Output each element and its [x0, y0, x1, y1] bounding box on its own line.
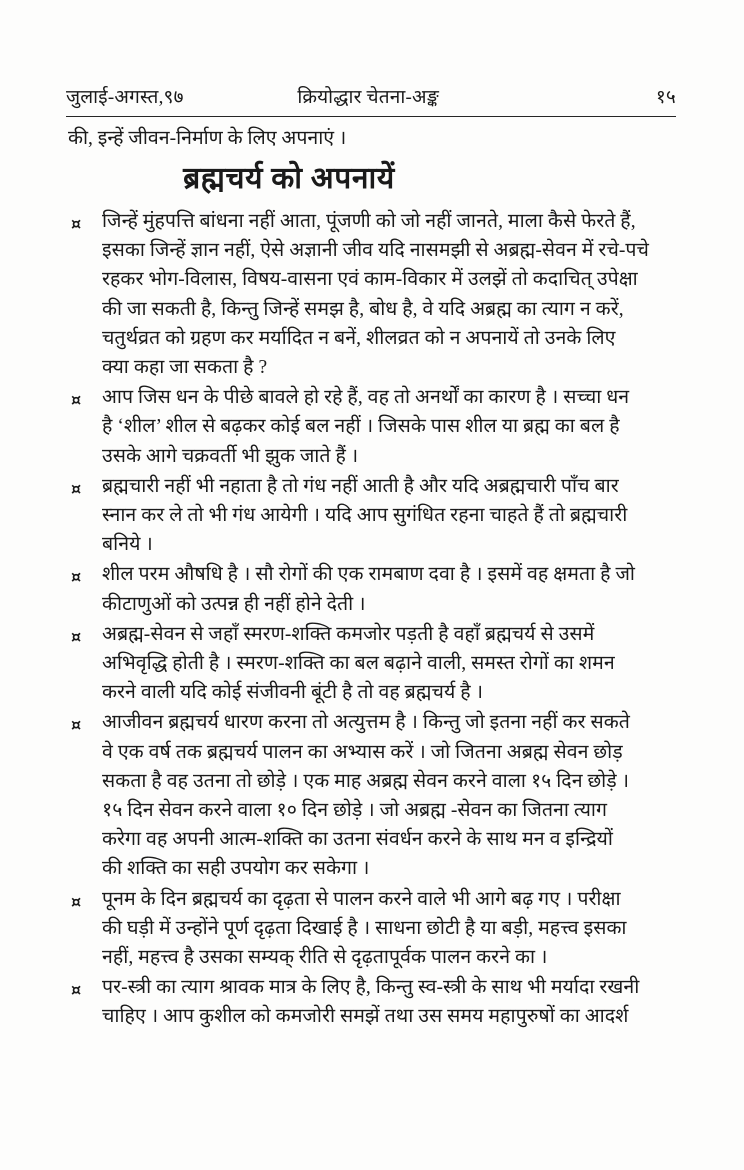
paragraph-text — [102, 885, 680, 973]
bullet-marker-icon: ¤ — [71, 980, 82, 1000]
text-line: अभिवृद्धि होती है । स्मरण-शक्ति का बल बढ़ाने वाली, समस्त रोगों का शमन — [102, 653, 615, 675]
text-line: वे एक वर्ष तक ब्रह्मचर्य पालन का अभ्यास करें । जो जितना अब्रह्म सेवन छोड़ — [102, 741, 623, 763]
text-line: नहीं, महत्त्व है उसका सम्यक् रीति से दृढ़तापूर्वक पालन करने का । — [102, 947, 548, 969]
text-line: क्या कहा जा सकता है ? — [102, 357, 268, 379]
running-head — [66, 84, 676, 110]
text-line: आजीवन ब्रह्मचर्य धारण करना तो अत्युत्तम है । किन्तु जो इतना नहीं कर सकते — [102, 712, 630, 734]
list-item — [66, 383, 680, 471]
page-number: १५ — [655, 87, 676, 108]
text-line: जिन्हें मुंहपत्ति बांधना नहीं आता, पूंजणी को जो नहीं जानते, माला कैसे फेरते हैं, — [102, 211, 636, 232]
text-line: कीटाणुओं को उत्पन्न ही नहीं होने देती । — [102, 593, 366, 615]
running-head-issue-date: जुलाई-अगस्त,९७ — [66, 87, 184, 108]
text-line: १५ दिन सेवन करने वाला १० दिन छोड़े । जो अब्रह्म -सेवन का जितना त्याग — [102, 800, 608, 822]
text-line: की घड़ी में उन्होंने पूर्ण दृढ़ता दिखाई है । साधना छोटी है या बड़ी, महत्त्व इसका — [102, 917, 627, 939]
page-title: ब्रह्मचर्य को अपनायें — [183, 162, 395, 195]
text-line: रहकर भोग-विलास, विषय-वासना एवं काम-विकार में उलझें तो कदाचित् उपेक्षा — [102, 269, 638, 291]
list-item — [66, 207, 680, 382]
list-item — [66, 973, 680, 1031]
text-line: आप जिस धन के पीछे बावले हो रहे हैं, वह तो अनर्थों का कारण है । सच्चा धन — [102, 387, 630, 409]
list-item — [66, 885, 680, 973]
text-line: करेगा वह अपनी आत्म-शक्ति का उतना संवर्धन करने के साथ मन व इन्द्रियों — [102, 829, 613, 851]
continuation-line: की, इन्हें जीवन-निर्माण के लिए अपनाएं । — [68, 128, 347, 149]
text-line: है ‘शील’ शील से बढ़कर कोई बल नहीं । जिसके पास शील या ब्रह्म का बल है — [102, 416, 620, 438]
text-line: बनिये । — [102, 534, 153, 556]
text-line: स्नान कर ले तो भी गंध आयेगी । यदि आप सुगंधित रहना चाहते हैं तो ब्रह्मचारी — [102, 505, 628, 527]
running-head-publication-title: क्रियोद्धार चेतना-अङ्क — [297, 87, 439, 108]
text-line: पूनम के दिन ब्रह्मचर्य का दृढ़ता से पालन करने वाले भी आगे बढ़ गए । परीक्षा — [102, 888, 621, 910]
paragraph-text — [102, 383, 680, 471]
page-body — [66, 124, 680, 1033]
bullet-marker-icon: ¤ — [71, 214, 82, 233]
list-item — [66, 472, 680, 560]
text-line: उसके आगे चक्रवर्ती भी झुक जाते हैं । — [102, 445, 359, 467]
bullet-list — [66, 207, 680, 1032]
paragraph-text — [102, 973, 680, 1031]
bullet-marker-icon: ¤ — [71, 390, 82, 410]
text-line: पर-स्त्री का त्याग श्रावक मात्र के लिए है, किन्तु स्व-स्त्री के साथ भी मर्यादा रखनी — [102, 977, 640, 999]
bullet-marker-icon: ¤ — [71, 626, 82, 646]
paragraph-text — [102, 708, 680, 883]
text-line: अब्रह्म-सेवन से जहाँ स्मरण-शक्ति कमजोर पड़ती है वहाँ ब्रह्मचर्य से उसमें — [102, 623, 595, 645]
text-line: करने वाली यदि कोई संजीवनी बूंटी है तो वह ब्रह्मचर्य है । — [102, 682, 484, 704]
text-line: की जा सकती है, किन्तु जिन्हें समझ है, बोध है, वे यदि अब्रह्म का त्याग न करें, — [102, 298, 624, 320]
list-item — [66, 708, 680, 883]
paragraph-text — [102, 207, 680, 382]
text-line: चाहिए । आप कुशील को कमजोरी समझें तथा उस समय महापुरुषों का आदर्श — [102, 1006, 629, 1028]
bullet-marker-icon: ¤ — [71, 715, 82, 735]
list-item — [66, 560, 680, 618]
text-line: सकता है वह उतना तो छोड़े । एक माह अब्रह्म सेवन करने वाला १५ दिन छोड़े । — [102, 770, 630, 792]
text-line: ब्रह्मचारी नहीं भी नहाता है तो गंध नहीं आती है और यदि अब्रह्मचारी पाँच बार — [102, 475, 619, 497]
paragraph-text — [102, 560, 680, 618]
header-divider-rule — [66, 116, 676, 117]
bullet-marker-icon: ¤ — [71, 891, 82, 911]
text-line: इसका जिन्हें ज्ञान नहीं, ऐसे अज्ञानी जीव यदि नासमझी से अब्रह्म-सेवन में रचे-पचे — [102, 240, 649, 262]
paragraph-text — [102, 472, 680, 560]
text-line: की शक्ति का सही उपयोग कर सकेगा । — [102, 858, 370, 880]
text-line: शील परम औषधि है । सौ रोगों की एक रामबाण दवा है । इसमें वह क्षमता है जो — [102, 564, 636, 586]
list-item — [66, 620, 680, 708]
paragraph-text — [102, 620, 680, 708]
bullet-marker-icon: ¤ — [71, 478, 82, 498]
bullet-marker-icon: ¤ — [71, 567, 82, 587]
text-line: चतुर्थव्रत को ग्रहण कर मर्यादित न बनें, शीलव्रत को न अपनायें तो उनके लिए — [102, 327, 616, 349]
